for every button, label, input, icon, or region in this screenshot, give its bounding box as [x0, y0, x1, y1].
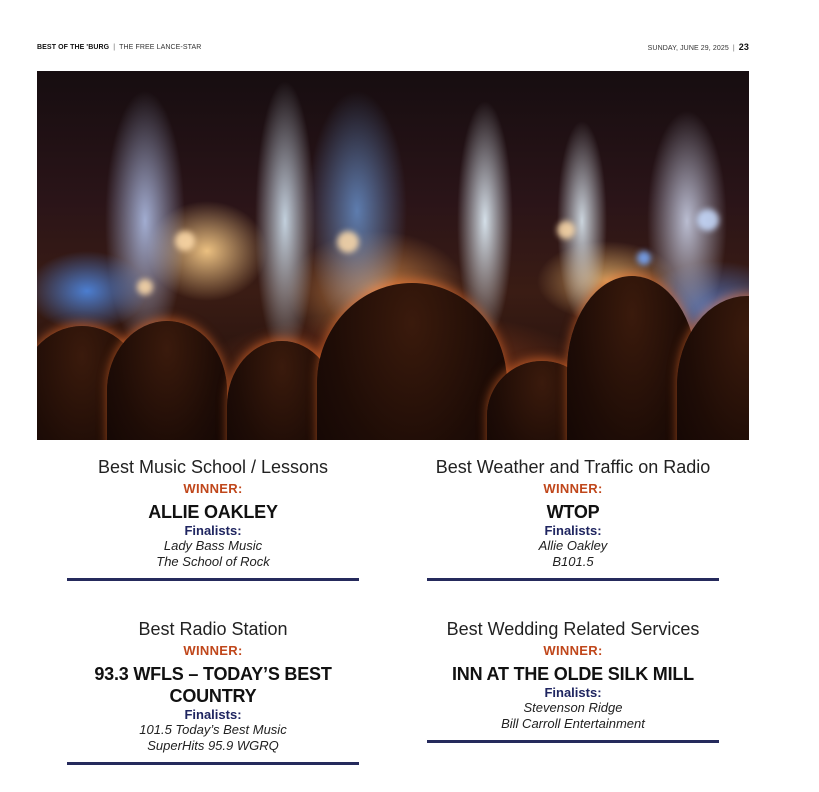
- stage-light: [337, 231, 359, 253]
- winner-name: 93.3 WFLS – TODAY’S BEST COUNTRY: [94, 664, 332, 706]
- winner-name: INN AT THE OLDE SILK MILL: [452, 664, 694, 684]
- finalist-item: Allie Oakley: [538, 538, 608, 553]
- publication-name: THE FREE LANCE-STAR: [119, 43, 202, 51]
- issue-date: SUNDAY, JUNE 29, 2025: [647, 45, 729, 52]
- winner-label: WINNER:: [543, 481, 603, 496]
- audience-head: [677, 296, 749, 440]
- award-best-weather-traffic-radio: [427, 456, 719, 581]
- finalist-item: Bill Carroll Entertainment: [501, 716, 645, 731]
- page-header: [37, 42, 749, 52]
- stage-light: [175, 231, 195, 251]
- award-category: Best Radio Station: [138, 619, 288, 639]
- header-separator: |: [113, 43, 116, 51]
- finalists-label: Finalists:: [184, 707, 242, 722]
- audience-head: [317, 283, 507, 440]
- finalist-item: SuperHits 95.9 WGRQ: [147, 738, 279, 753]
- audience-head: [107, 321, 227, 440]
- stage-light: [637, 251, 651, 265]
- winner-name: WTOP: [546, 502, 600, 522]
- section-divider: [427, 578, 719, 581]
- section-name: BEST OF THE 'BURG: [37, 43, 110, 51]
- award-category: Best Weather and Traffic on Radio: [435, 457, 711, 477]
- stage-light: [557, 221, 575, 239]
- finalists-label: Finalists:: [544, 685, 602, 700]
- winner-label: WINNER:: [543, 643, 603, 658]
- award-best-radio-station: [67, 618, 359, 765]
- finalist-item: Lady Bass Music: [163, 538, 263, 553]
- stage-light: [137, 279, 153, 295]
- stage-light: [697, 209, 719, 231]
- award-best-music-school: [67, 456, 359, 581]
- section-divider: [67, 762, 359, 765]
- page-number: 23: [738, 42, 749, 52]
- finalist-item: B101.5: [552, 554, 594, 569]
- header-separator-right: |: [732, 45, 735, 52]
- winner-label: WINNER:: [183, 481, 243, 496]
- finalists-label: Finalists:: [184, 523, 242, 538]
- award-category: Best Wedding Related Services: [446, 619, 700, 639]
- finalist-item: Stevenson Ridge: [523, 700, 623, 715]
- award-best-wedding-services: [427, 618, 719, 743]
- finalist-item: 101.5 Today’s Best Music: [139, 722, 287, 737]
- winner-name: ALLIE OAKLEY: [148, 502, 278, 522]
- finalists-label: Finalists:: [544, 523, 602, 538]
- award-category: Best Music School / Lessons: [97, 457, 329, 477]
- section-divider: [67, 578, 359, 581]
- header-right: [648, 42, 749, 52]
- winner-label: WINNER:: [183, 643, 243, 658]
- header-left: [37, 44, 201, 51]
- section-divider: [427, 740, 719, 743]
- concert-crowd-photo: [37, 71, 749, 440]
- finalist-item: The School of Rock: [156, 554, 270, 569]
